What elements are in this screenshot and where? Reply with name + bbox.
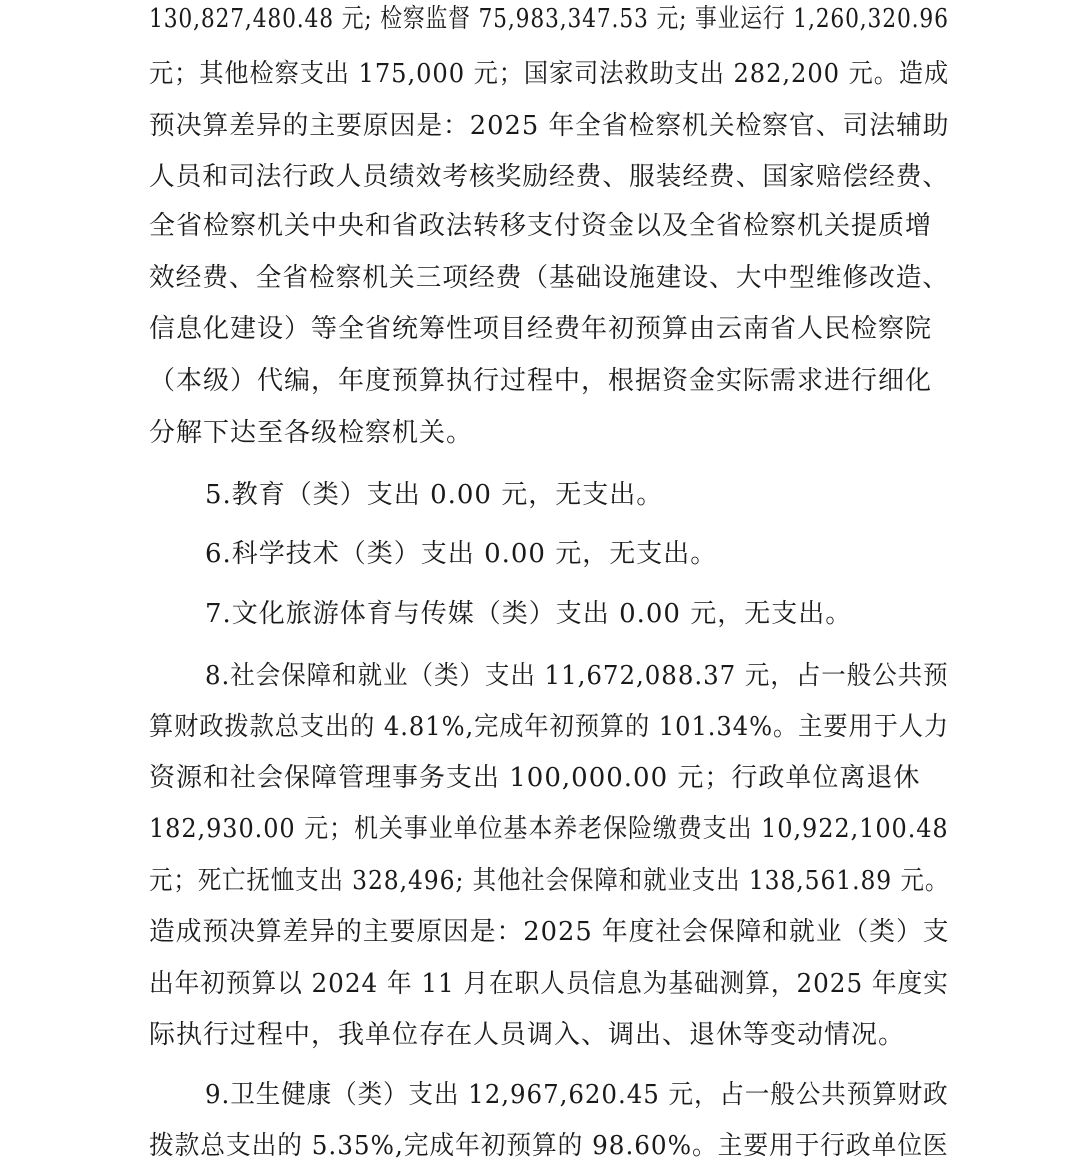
text-line: 信息化建设）等全省统筹性项目经费年初预算由云南省人民检察院 <box>149 314 933 344</box>
text-line: 资源和社会保障管理事务支出 100,000.00 元；行政单位离退休 <box>149 763 921 793</box>
text-line: 预决算差异的主要原因是：2025 年全省检察机关检察官、司法辅助 <box>149 111 950 141</box>
text-line: 拨款总支出的 5.35%,完成年初预算的 98.60%。主要用于行政单位医 <box>149 1131 949 1161</box>
text-line: 人员和司法行政人员绩效考核奖励经费、服装经费、国家赔偿经费、 <box>149 162 950 192</box>
text-line: 际执行过程中，我单位存在人员调入、调出、退休等变动情况。 <box>149 1020 906 1050</box>
text-line: 出年初预算以 2024 年 11 月在职人员信息为基础测算，2025 年度实 <box>149 969 949 999</box>
text-line: （本级）代编，年度预算执行过程中，根据资金实际需求进行细化 <box>149 366 933 396</box>
text-line: 元；其他检察支出 175,000 元；国家司法救助支出 282,200 元。造成 <box>149 59 950 89</box>
text-line: 元；死亡抚恤支出 328,496; 其他社会保障和就业支出 138,561.89 元。 <box>149 866 950 896</box>
text-line: 算财政拨款总支出的 4.81%,完成年初预算的 101.34%。主要用于人力 <box>149 712 950 742</box>
text-line: 182,930.00 元；机关事业单位基本养老保险缴费支出 10,922,100.48 <box>149 814 949 844</box>
text-line: 效经费、全省检察机关三项经费（基础设施建设、大中型维修改造、 <box>149 263 950 293</box>
section-heading-education: 5.教育（类）支出 0.00 元，无支出。 <box>205 480 664 510</box>
section-heading-social-security: 8.社会保障和就业（类）支出 11,672,088.37 元，占一般公共预 <box>205 661 949 691</box>
text-line: 130,827,480.48 元; 检察监督 75,983,347.53 元; 事业运行 1,260,320.96 <box>149 4 949 34</box>
section-heading-science: 6.科学技术（类）支出 0.00 元，无支出。 <box>205 539 718 569</box>
section-heading-culture: 7.文化旅游体育与传媒（类）支出 0.00 元，无支出。 <box>205 599 853 629</box>
text-line: 造成预决算差异的主要原因是：2025 年度社会保障和就业（类）支 <box>149 917 950 947</box>
section-heading-health: 9.卫生健康（类）支出 12,967,620.45 元，占一般公共预算财政 <box>205 1080 949 1110</box>
text-line: 分解下达至各级检察机关。 <box>149 418 474 448</box>
text-line: 全省检察机关中央和省政法转移支付资金以及全省检察机关提质增 <box>149 211 933 241</box>
